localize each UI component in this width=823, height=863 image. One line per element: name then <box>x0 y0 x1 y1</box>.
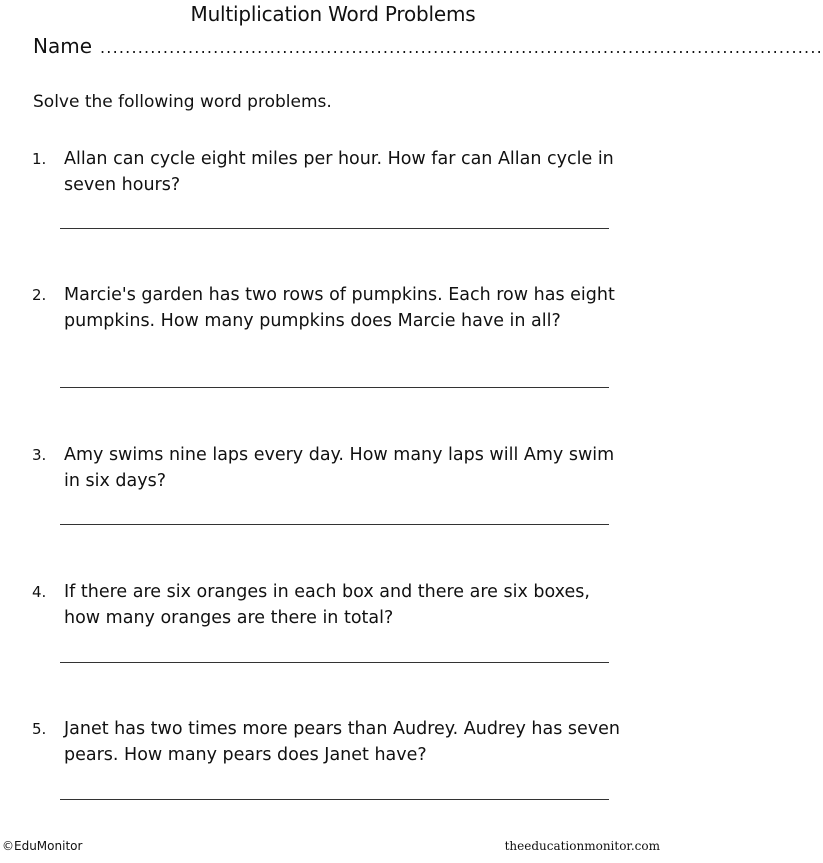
answer-line-2 <box>60 387 609 388</box>
problem-text: Janet has two times more pears than Audrey. Audrey has seven pears. How many pears does Janet have? <box>64 719 621 765</box>
problem-number: 5. <box>32 720 47 738</box>
problem-text: Marcie's garden has two rows of pumpkins. Each row has eight pumpkins. How many pumpkins does Marcie have in all? <box>64 285 615 331</box>
problem-text: Amy swims nine laps every day. How many laps will Amy swim in six days? <box>64 445 615 491</box>
worksheet-title: Multiplication Word Problems <box>190 2 476 26</box>
problem-number: 3. <box>32 446 47 464</box>
problem-number: 2. <box>32 286 47 304</box>
problem-text: Allan can cycle eight miles per hour. How far can Allan cycle in seven hours? <box>64 149 614 195</box>
copyright-footer: ©EduMonitor <box>2 839 83 853</box>
name-fill-line: ................................................................................................................... <box>100 38 823 57</box>
answer-line-3 <box>60 524 609 525</box>
problem-text: If there are six oranges in each box and there are six boxes, how many oranges are there in total? <box>64 582 590 628</box>
answer-line-1 <box>60 228 609 229</box>
answer-line-5 <box>60 799 609 800</box>
problem-number: 1. <box>32 150 47 168</box>
answer-line-4 <box>60 662 609 663</box>
name-label: Name <box>33 34 93 58</box>
instructions: Solve the following word problems. <box>33 92 332 112</box>
problem-number: 4. <box>32 583 47 601</box>
website-footer: theeducationmonitor.com <box>504 839 660 853</box>
name-row <box>33 34 823 62</box>
